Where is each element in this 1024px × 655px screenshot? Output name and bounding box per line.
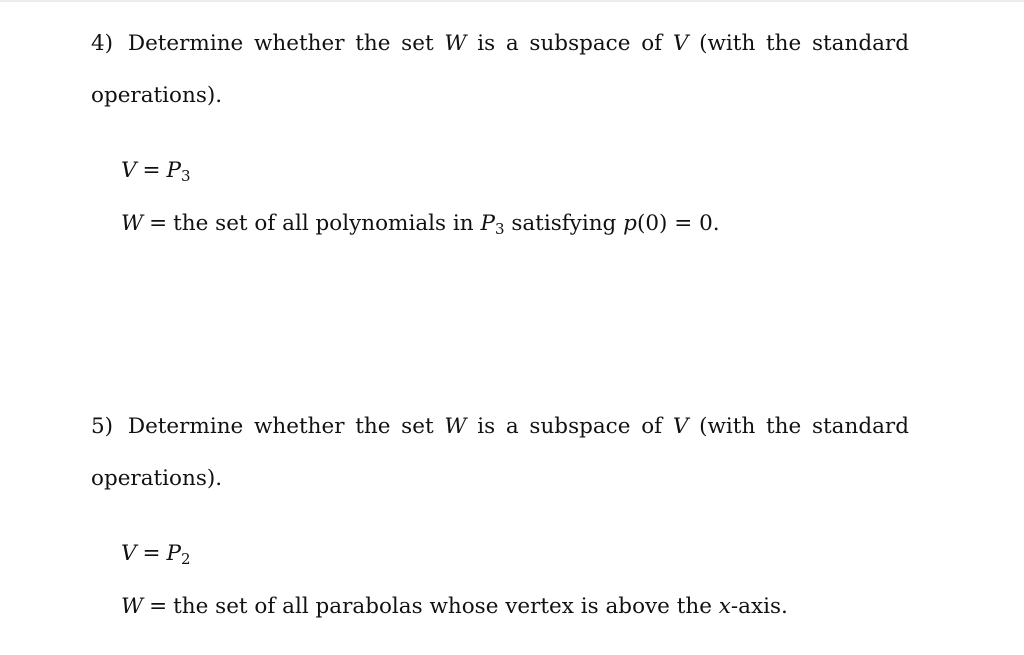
problem-number: 4) [91,31,114,56]
set-w-symbol: W [444,31,467,56]
problem-number: 5) [91,414,114,439]
v-definition: $V = P_2$ [121,541,191,568]
w-definition: W = the set of all parabolas whose vertex is above the x-axis. [121,594,788,619]
space-v-symbol: V [672,414,689,439]
top-divider [0,0,1024,2]
problem-4-statement: 4) Determine whether the set W is a subspace of V (with the standard operations). [91,31,909,108]
v-definition: $V = P_3$ [121,158,191,185]
set-w-symbol: W [444,414,467,439]
problem-5-statement: 5) Determine whether the set W is a subspace of V (with the standard operations). [91,414,909,491]
space-v-symbol: V [672,31,689,56]
w-definition: W = the set of all polynomials in $P_3$ satisfying p(0) = 0. [121,211,720,238]
